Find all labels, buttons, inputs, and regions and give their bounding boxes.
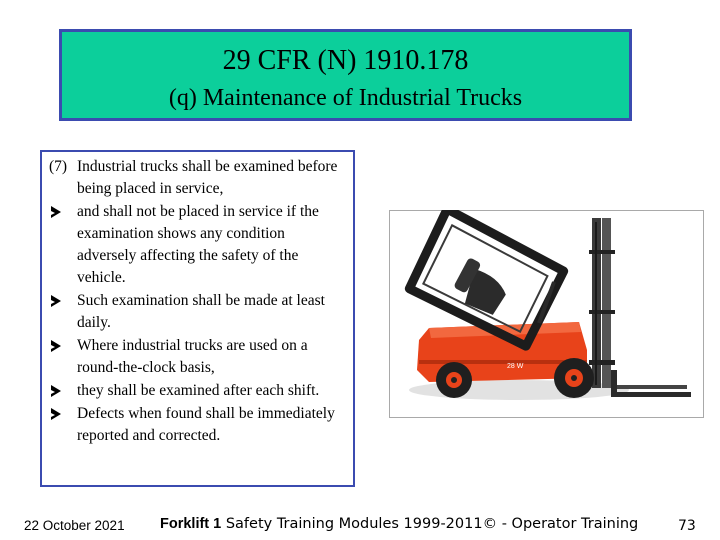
list-item: [49, 403, 347, 447]
intro-text: Industrial trucks shall be examined before being placed in service,: [77, 158, 338, 197]
paragraph-number: (7): [49, 158, 68, 175]
footer-credit-text: Safety Training Modules 1999-2011© - Operator Training: [221, 516, 639, 532]
regulation-text-box: [40, 150, 355, 487]
intro-paragraph: [49, 156, 347, 200]
page-number: 73: [678, 518, 696, 534]
regulation-text: [49, 156, 347, 448]
slide-title: 29 CFR (N) 1910.178: [222, 45, 469, 76]
forklift-tipping-over-illustration: [389, 210, 704, 418]
model-label: 28 W: [507, 363, 524, 370]
arrowhead-bullet-icon: [51, 385, 61, 397]
list-item-text: they shall be examined after each shift.: [77, 382, 320, 399]
list-item: [49, 201, 347, 289]
footer-brand: Forklift 1: [160, 516, 222, 532]
arrowhead-bullet-icon: [51, 206, 61, 218]
list-item: [49, 380, 347, 402]
list-item-text: and shall not be placed in service if the examination shows any condition adversely affecting the safety of the vehicle.: [77, 203, 319, 286]
list-item-text: Where industrial trucks are used on a round-the-clock basis,: [77, 337, 308, 376]
arrowhead-bullet-icon: [51, 295, 61, 307]
slide-subtitle: (q) Maintenance of Industrial Trucks: [168, 85, 523, 111]
list-item-text: Such examination shall be made at least daily.: [77, 292, 325, 331]
slide-title-box: [59, 29, 632, 121]
arrowhead-bullet-icon: [51, 340, 61, 352]
footer-credit: [160, 516, 638, 532]
footer-date: 22 October 2021: [24, 518, 125, 533]
list-item: [49, 290, 347, 334]
list-item-text: Defects when found shall be immediately reported and corrected.: [77, 405, 335, 444]
list-item: [49, 335, 347, 379]
arrowhead-bullet-icon: [51, 408, 61, 420]
